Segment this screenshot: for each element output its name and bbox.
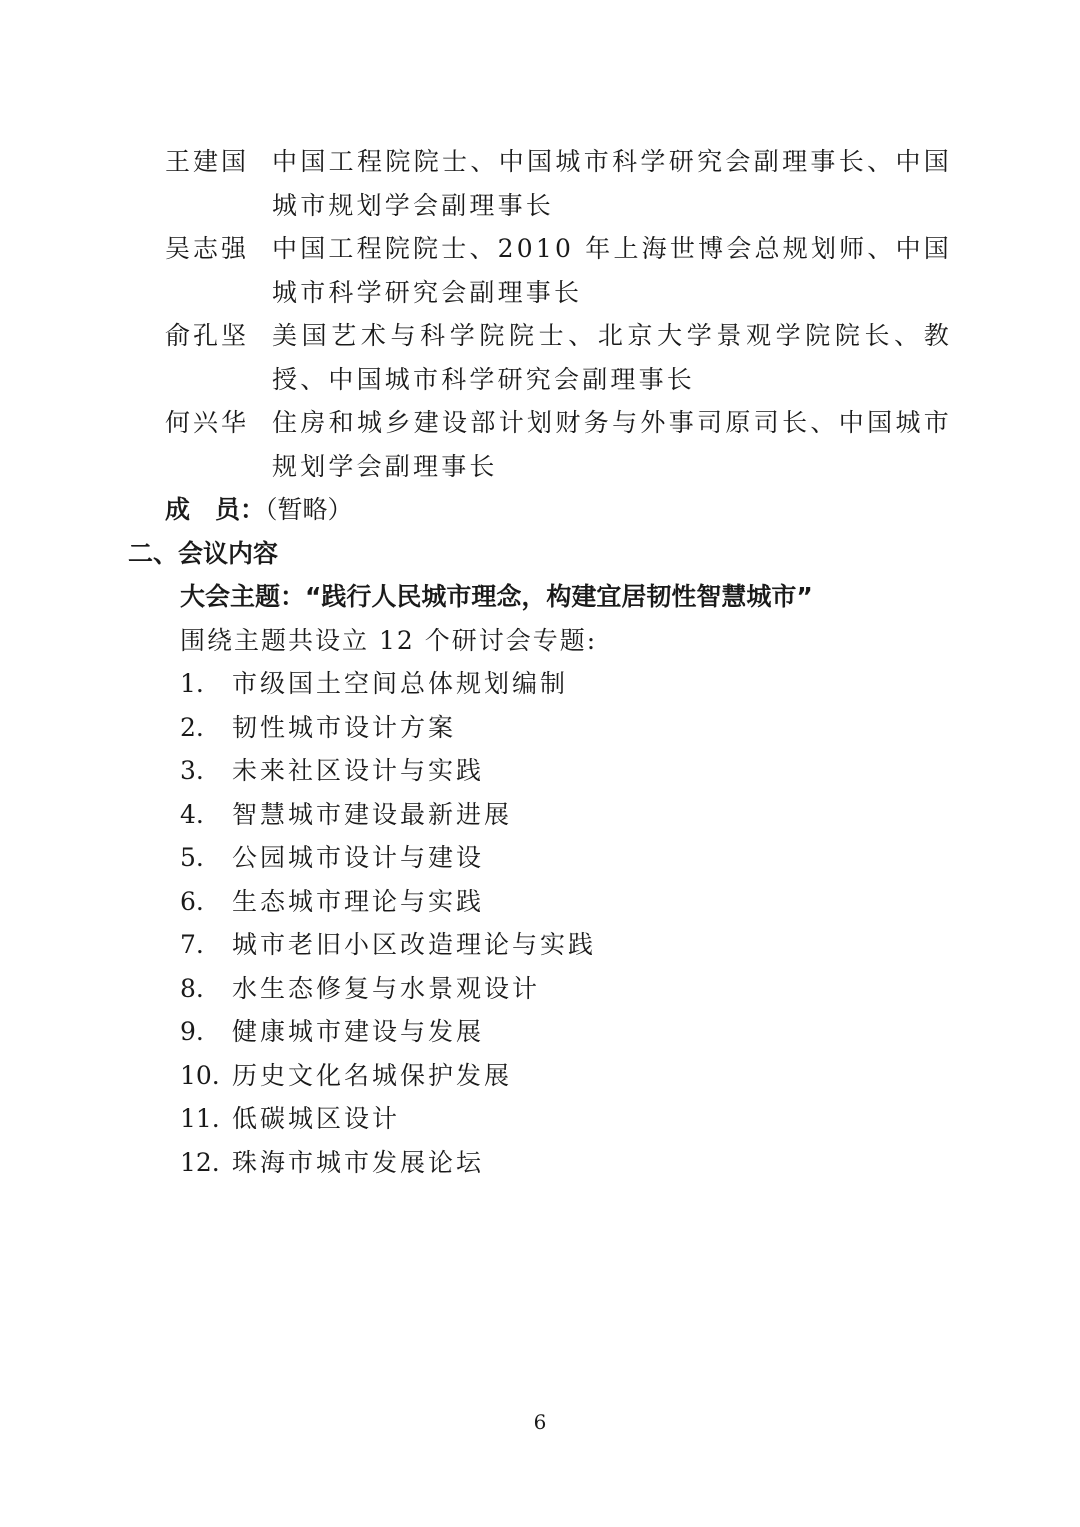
topic-number: 10.: [180, 1061, 220, 1090]
committee-desc: 中国工程院院士、中国城市科学研究会副理事长、中国城市规划学会副理事长: [272, 147, 952, 220]
topic-text: 城市老旧小区改造理论与实践: [232, 930, 597, 959]
topic-text: 珠海市城市发展论坛: [232, 1148, 485, 1177]
topic-number: 2.: [180, 713, 204, 742]
committee-name: 王建国: [165, 147, 250, 176]
page-number: 6: [533, 1410, 547, 1434]
committee-desc: 美国艺术与科学院院士、北京大学景观学院院长、教授、中国城市科学研究会副理事长: [272, 321, 952, 394]
topic-text: 智慧城市建设最新进展: [232, 800, 513, 829]
committee-name: 吴志强: [165, 234, 250, 263]
topic-number: 3.: [180, 756, 204, 785]
topic-text: 水生态修复与水景观设计: [232, 974, 541, 1003]
committee-name: 俞孔坚: [165, 321, 250, 350]
topic-text: 市级国土空间总体规划编制: [232, 669, 569, 698]
committee-name: 何兴华: [165, 408, 250, 437]
members-value: （暂略）: [265, 495, 353, 524]
committee-desc: 住房和城乡建设部计划财务与外事司原司长、中国城市规划学会副理事长: [272, 408, 952, 481]
topics-intro: 围绕主题共设立 12 个研讨会专题:: [180, 626, 598, 655]
conference-theme: 大会主题：“践行人民城市理念，构建宜居韧性智慧城市”: [180, 582, 813, 611]
topic-number: 12.: [180, 1148, 220, 1177]
topic-text: 未来社区设计与实践: [232, 756, 485, 785]
topic-text: 低碳城区设计: [232, 1104, 401, 1133]
topic-text: 公园城市设计与建设: [232, 843, 485, 872]
topic-text: 历史文化名城保护发展: [232, 1061, 513, 1090]
committee-desc: 中国工程院院士、2010 年上海世博会总规划师、中国城市科学研究会副理事长: [272, 234, 952, 307]
topic-number: 6.: [180, 887, 204, 916]
topic-text: 健康城市建设与发展: [232, 1017, 485, 1046]
topic-text: 生态城市理论与实践: [232, 887, 485, 916]
topic-number: 9.: [180, 1017, 204, 1046]
topic-number: 4.: [180, 800, 204, 829]
topic-number: 1.: [180, 669, 204, 698]
members-label: 成 员：: [165, 495, 266, 524]
section-title: 二、会议内容: [128, 539, 279, 568]
topic-number: 7.: [180, 930, 204, 959]
topic-number: 11.: [180, 1104, 220, 1133]
topic-number: 5.: [180, 843, 204, 872]
topic-number: 8.: [180, 974, 204, 1003]
topic-text: 韧性城市设计方案: [232, 713, 457, 742]
